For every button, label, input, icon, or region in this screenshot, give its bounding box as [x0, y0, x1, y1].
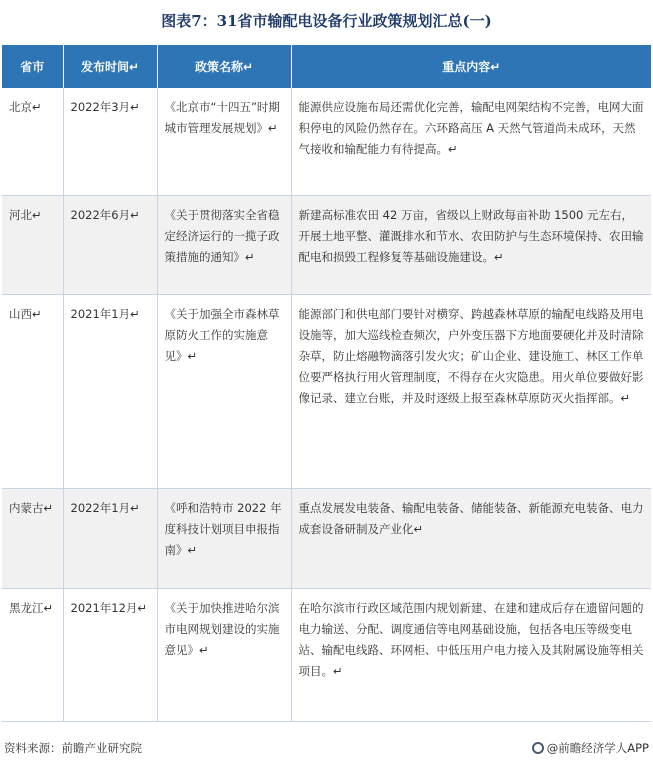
cell-policy: 《关于加快推进哈尔滨市电网规划建设的实施意见》↵: [157, 588, 291, 721]
cell-policy: 《关于贯彻落实全省稳定经济运行的一揽子政策措施的通知》↵: [157, 195, 291, 294]
cell-policy: 《呼和浩特市 2022 年度科技计划项目申报指南》↵: [157, 488, 291, 588]
header-policy: 政策名称↵: [157, 45, 291, 88]
cell-content: 在哈尔滨市行政区域范围内规划新建、在建和建成后存在遗留问题的电力输送、分配、调度通信等电网基础设施，包括各电压等级变电站、输配电线路、环网柜、中低压用户电力接入及其附属设施等相关项目。↵: [291, 588, 651, 721]
cell-date: 2021年12月↵: [63, 588, 157, 721]
source-note: 资料来源：前瞻产业研究院: [4, 741, 142, 755]
header-province: 省市: [2, 45, 63, 88]
table-row: [2, 195, 651, 294]
table-row: [2, 588, 651, 721]
cell-content: 重点发展发电装备、输配电装备、储能装备、新能源充电装备、电力成套设备研制及产业化↵: [291, 488, 651, 588]
cell-province: 内蒙古↵: [2, 488, 63, 588]
cell-province: 黑龙江↵: [2, 588, 63, 721]
cell-date: 2022年3月↵: [63, 88, 157, 195]
table-row: [2, 488, 651, 588]
table-header-row: [2, 45, 651, 88]
header-date: 发布时间↵: [63, 45, 157, 88]
cell-policy: 《关于加强全市森林草原防火工作的实施意见》↵: [157, 294, 291, 488]
table-row: [2, 88, 651, 195]
cell-content: 能源部门和供电部门要针对横穿、跨越森林草原的输配电线路及用电设施等，加大巡线检查频次，户外变压器下方地面要硬化并及时清除杂草，防止熔融物滴落引发火灾；矿山企业、建设施工、林区工作单位要严格执行用火管理制度，不得存在火灾隐患。用火单位要做好影像记录、建立台账，并及时逐级上报至森林草原防灭火指挥部。↵: [291, 294, 651, 488]
brand-logo-icon: [532, 742, 544, 754]
cell-date: 2022年1月↵: [63, 488, 157, 588]
brand-text: @前瞻经济学人APP: [546, 741, 649, 755]
header-content: 重点内容↵: [291, 45, 651, 88]
table-row: [2, 294, 651, 488]
cell-province: 河北↵: [2, 195, 63, 294]
cell-content: 能源供应设施布局还需优化完善，输配电网架结构不完善，电网大面积停电的风险仍然存在。六环路高压 A 天然气管道尚未成环，天然气接收和输配能力有待提高。↵: [291, 88, 651, 195]
cell-date: 2021年1月↵: [63, 294, 157, 488]
chart-title: 图表7：31省市输配电设备行业政策规划汇总(一): [161, 12, 492, 30]
cell-date: 2022年6月↵: [63, 195, 157, 294]
cell-province: 山西↵: [2, 294, 63, 488]
cell-content: 新建高标准农田 42 万亩，省级以上财政每亩补助 1500 元左右，开展土地平整、灌溉排水和节水、农田防护与生态环境保持、农田输配电和损毁工程修复等基础设施建设。↵: [291, 195, 651, 294]
policy-table: [2, 45, 651, 722]
cell-policy: 《北京市“十四五”时期城市管理发展规划》↵: [157, 88, 291, 195]
cell-province: 北京↵: [2, 88, 63, 195]
brand-mark: [532, 740, 649, 756]
